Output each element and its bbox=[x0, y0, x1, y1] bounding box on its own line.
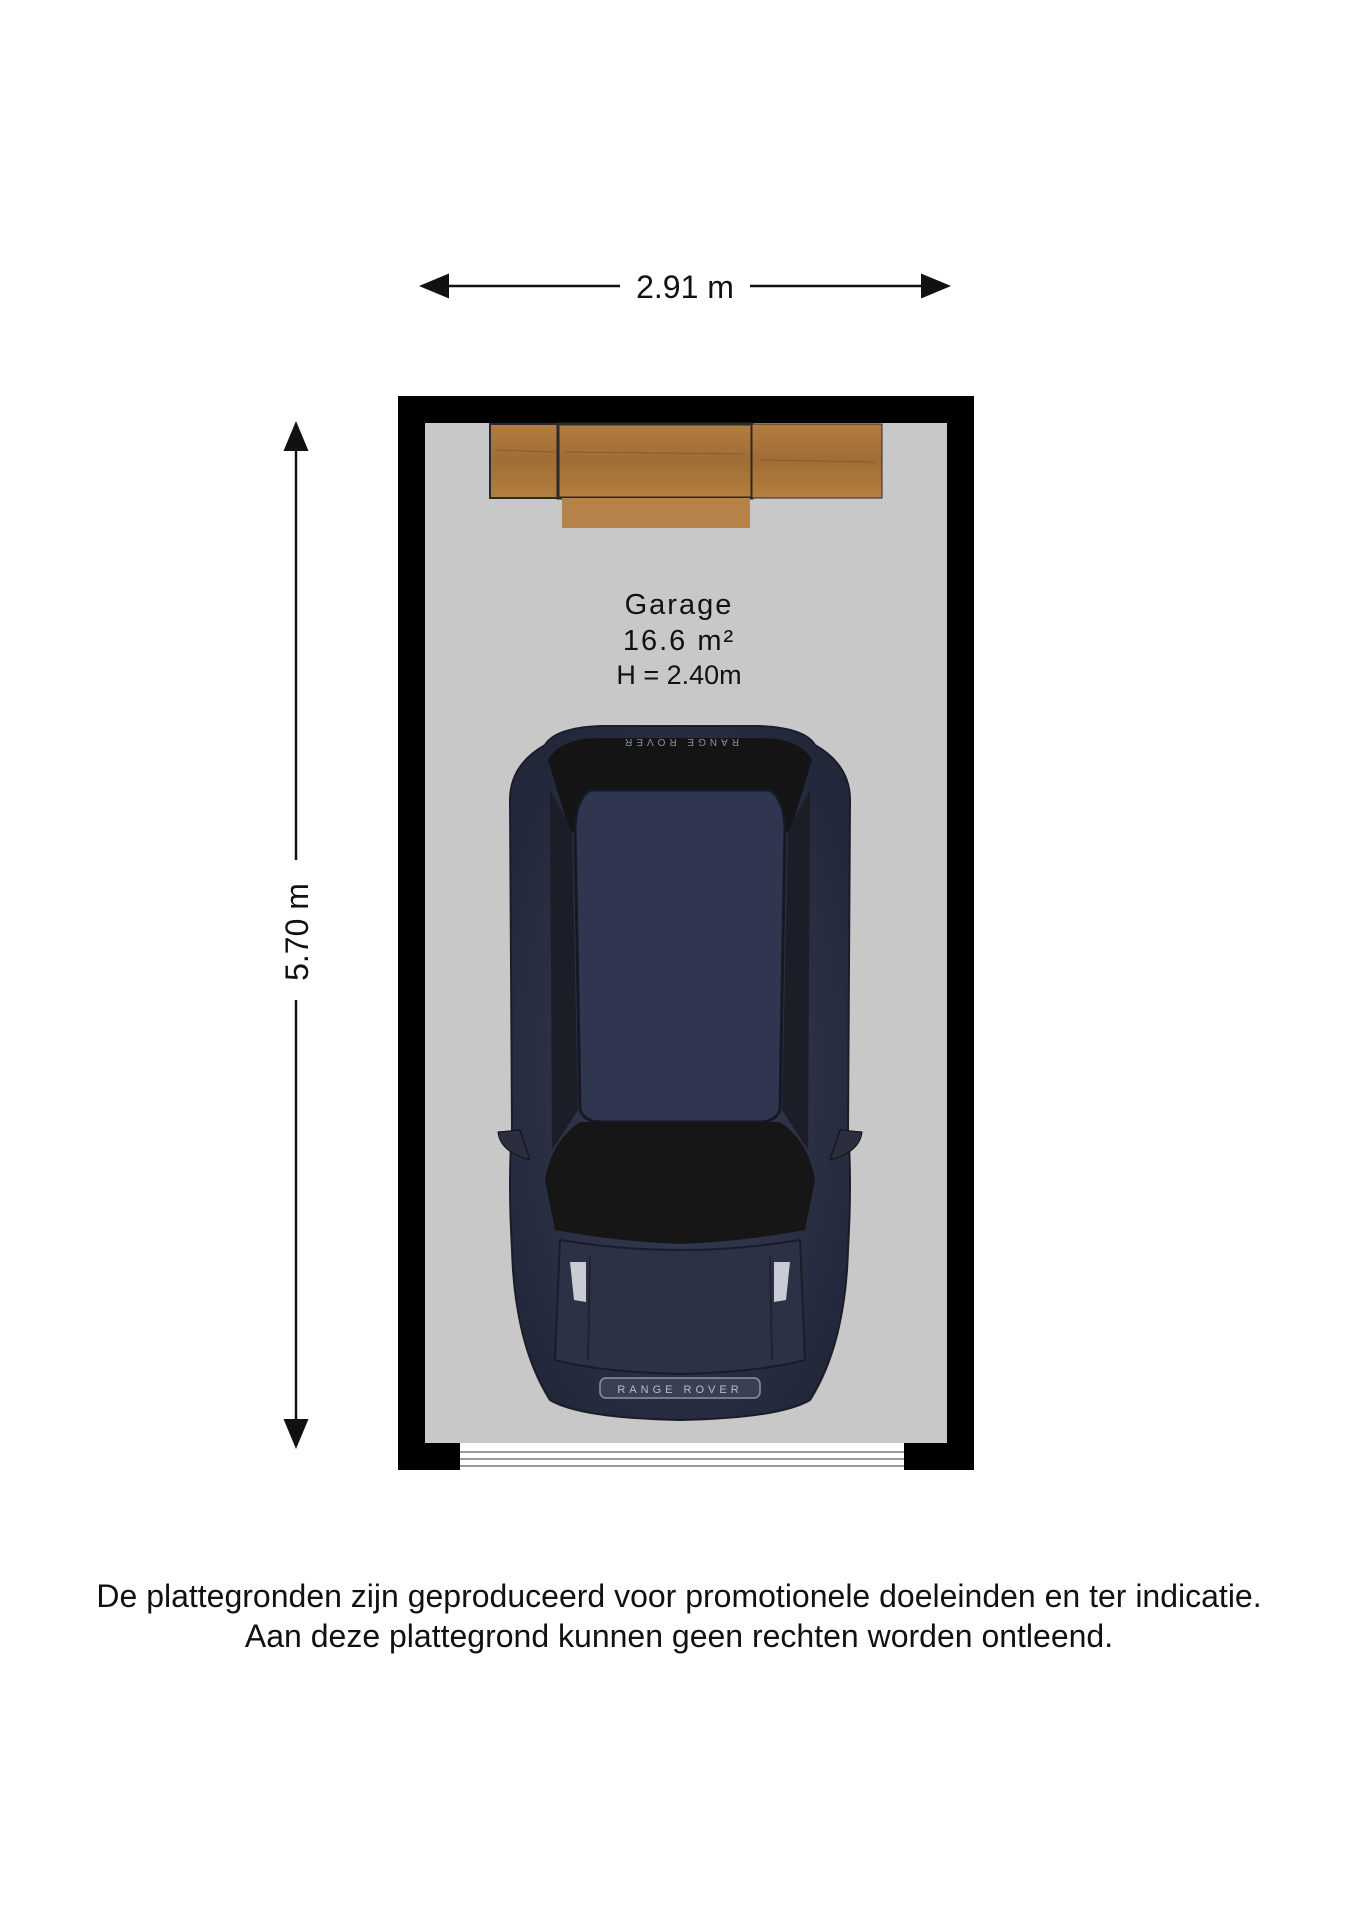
width-label: 2.91 m bbox=[636, 269, 734, 305]
height-dimension bbox=[279, 426, 315, 1444]
car-rear-badge: RANGE ROVER bbox=[621, 736, 739, 747]
disclaimer-line-1: De plattegronden zijn geproduceerd voor promotionele doeleinden en ter indicatie. bbox=[96, 1578, 1262, 1614]
room-height: H = 2.40m bbox=[616, 660, 742, 690]
car bbox=[498, 726, 862, 1420]
bench-top bbox=[562, 498, 750, 528]
door-jamb-right bbox=[904, 1443, 912, 1470]
car-roof bbox=[575, 790, 785, 1122]
width-dimension bbox=[424, 269, 946, 305]
room-label bbox=[616, 589, 741, 690]
door-jamb-left bbox=[452, 1443, 460, 1470]
disclaimer bbox=[0, 1576, 1358, 1656]
room-area: 16.6 m² bbox=[622, 625, 736, 657]
cabinet-middle bbox=[558, 424, 752, 498]
height-label: 5.70 m bbox=[279, 883, 315, 981]
car-hood bbox=[555, 1240, 805, 1374]
room-name: Garage bbox=[624, 589, 734, 621]
cabinet-left bbox=[490, 424, 560, 498]
car-windshield bbox=[545, 1122, 815, 1244]
disclaimer-line-2: Aan deze plattegrond kunnen geen rechten worden ontleend. bbox=[244, 1618, 1114, 1654]
car-front-badge: RANGE ROVER bbox=[617, 1384, 743, 1396]
